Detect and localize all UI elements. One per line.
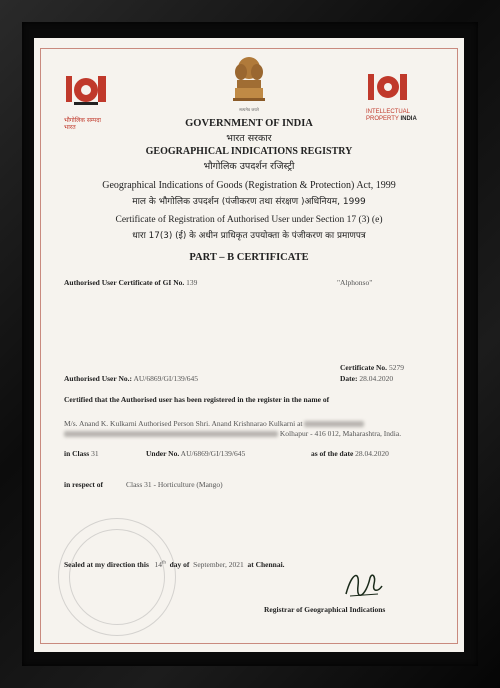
user-no-label: Authorised User No.: [64, 374, 132, 383]
certificate-paper [34, 38, 464, 652]
cert-english: Certificate of Registration of Authorised User under Section 17 (3) (e) [115, 215, 383, 225]
certified-statement: Certified that the Authorised user has been registered in the register in the name of [64, 395, 330, 404]
under-label: Under No. [146, 449, 180, 458]
as-of-date-field [311, 449, 389, 458]
gi-logo-caption: भौगोलिक सम्पदा भारत [64, 117, 101, 131]
gi-name: "Alphonso" [337, 278, 373, 287]
cert-date-value: 28.04.2020 [359, 374, 394, 383]
class-value: 31 [91, 449, 99, 458]
act-hindi: माल के भौगोलिक उपदर्शन (पंजीकरण तथा संरक्षण )अधिनियम, 1999 [132, 197, 366, 207]
sealed-day-label: day of [169, 560, 190, 569]
class-label: in Class [64, 449, 90, 458]
gi-label: Authorised User Certificate of GI No. [64, 278, 185, 287]
gov-english: GOVERNMENT OF INDIA [185, 118, 313, 129]
gov-hindi: भारत सरकार [226, 133, 272, 144]
registry-hindi: भौगोलिक उपदर्शन रजिस्ट्री [203, 161, 295, 172]
cert-hindi: धारा 17(3) (ई) के अधीन प्राधिकृत उपयोक्ता के पंजीकरण का प्रमाणपत्र [132, 231, 366, 241]
as-of-label: as of the date [311, 449, 354, 458]
ip-india-property: PROPERTY [366, 116, 399, 122]
seal-inner-ring [69, 529, 165, 625]
gi-number: 139 [186, 278, 198, 287]
user-no-value: AU/6869/GI/139/645 [133, 374, 199, 383]
registry-english: GEOGRAPHICAL INDICATIONS REGISTRY [145, 146, 353, 157]
redacted-text [304, 421, 364, 427]
respect-value: Class 31 - Horticulture (Mango) [126, 480, 223, 489]
cert-no-label: Certificate No. [340, 363, 388, 372]
gi-logo-icon [64, 72, 112, 112]
part-b-title: PART – B CERTIFICATE [189, 252, 309, 263]
sealed-at: at Chennai. [247, 560, 285, 569]
class-field [64, 449, 99, 458]
embossed-seal [58, 518, 176, 636]
name-line [64, 419, 364, 428]
address-tail: Kolhapur - 416 012, Maharashtra, India. [279, 429, 402, 438]
certificate-number [340, 363, 404, 372]
registrar-title: Registrar of Geographical Indications [264, 605, 386, 614]
name-line-text: M/s. Anand K. Kulkarni Authorised Person Shri. Anand Krishnarao Kulkarni at [64, 419, 303, 428]
sealed-line [64, 560, 285, 569]
as-of-value: 28.04.2020 [355, 449, 389, 458]
sealed-label: Sealed at my direction this [64, 560, 149, 569]
act-english: Geographical Indications of Goods (Registration & Protection) Act, 1999 [102, 180, 396, 191]
national-emblem [227, 54, 271, 114]
under-no-field [146, 449, 245, 458]
certificate-date [340, 374, 393, 383]
signature-icon [342, 566, 386, 602]
sealed-day: 14 [154, 560, 162, 569]
authorised-user-no [64, 374, 198, 383]
gi-line [64, 278, 197, 287]
ip-india-line1: INTELLECTUAL [366, 109, 411, 115]
sealed-day-suffix: th [161, 560, 166, 566]
ip-india-icon [366, 72, 410, 104]
cert-date-label: Date: [340, 374, 358, 383]
respect-label: in respect of [64, 480, 104, 489]
address-line [64, 429, 401, 438]
sealed-month: September, 2021 [193, 560, 244, 569]
lion-capital-icon [229, 54, 269, 104]
cert-no-value: 5279 [388, 363, 404, 372]
emblem-motto: सत्यमेव जयते [239, 107, 259, 112]
redacted-address [64, 431, 278, 437]
under-value: AU/6869/GI/139/645 [180, 449, 246, 458]
ip-india-india: INDIA [400, 116, 417, 122]
